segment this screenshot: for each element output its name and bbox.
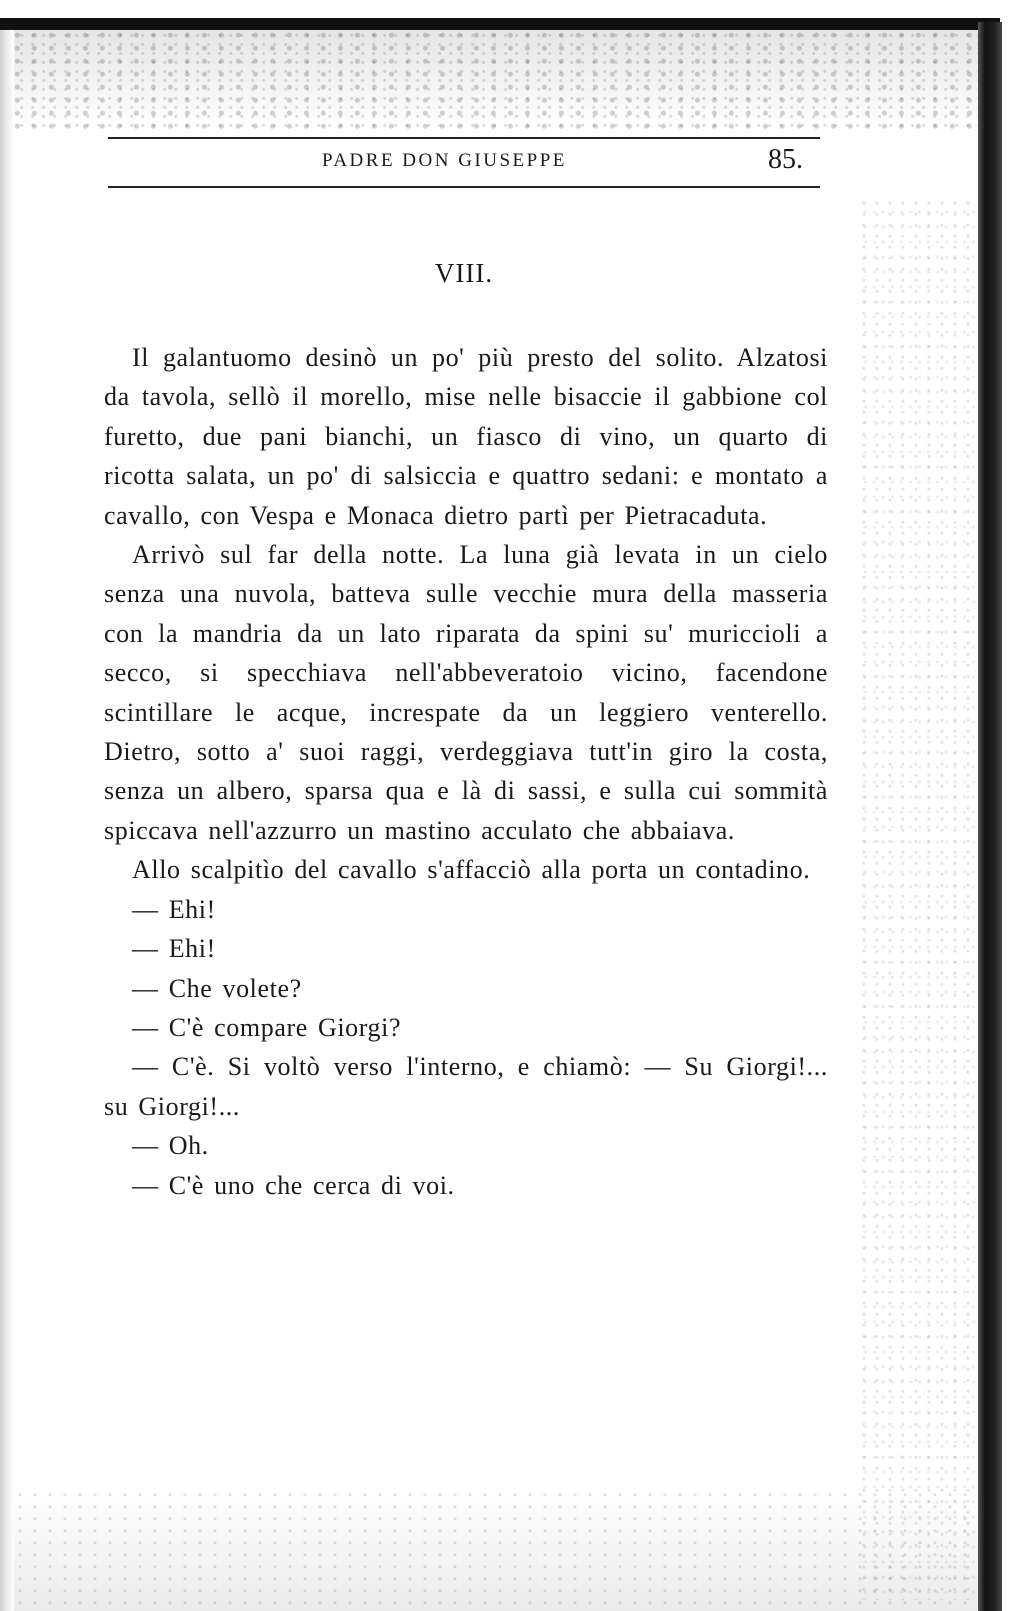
chapter-heading: VIII.	[434, 258, 494, 288]
dialogue-line: — C'è uno che cerca di voi.	[132, 1170, 455, 1200]
scan-noise-right	[860, 200, 978, 1600]
scan-border-top	[0, 18, 1000, 30]
scan-noise-top	[14, 30, 978, 130]
paragraph: Allo scalpitìo del cavallo s'affacciò alla porta un contadino.	[132, 855, 811, 885]
running-title: PADRE DON GIUSEPPE	[322, 150, 567, 171]
paragraph: Il galantuomo desinò un po' più presto del solito. Alzatosi da tavola, sellò il morello, mise nelle bisaccie il gabbione col furetto, due pani bianchi, un fiasco di vino, un quarto di ricotta salata, un po' di salsiccia e quattro sedani: e montato a cavallo, con Vespa e Monaca dietro partì per Pietracaduta.	[104, 343, 828, 530]
header-rule-bottom	[108, 186, 820, 188]
dialogue-line: — Ehi!	[132, 934, 216, 964]
dialogue-line: — C'è compare Giorgi?	[132, 1012, 402, 1042]
header-rule-top	[108, 137, 820, 139]
dialogue-line: — C'è. Si voltò verso l'interno, e chiamò: — Su Giorgi!... su Giorgi!...	[104, 1052, 828, 1121]
dialogue-line: — Oh.	[132, 1131, 209, 1161]
scan-noise-bottom	[14, 1490, 978, 1611]
page-number: 85.	[768, 144, 803, 175]
paragraph: Arrivò sul far della notte. La luna già levata in un cielo senza una nuvola, batteva sulle vecchie mura della masseria con la mandria da un lato riparata da spini su' muriccioli a secco, si specchiava nell'abbeveratoio vicino, facendone scintillare le acque, increspate da un leggiero venterello. Dietro, sotto a' suoi raggi, verdeggiava tutt'in giro la costa, senza un albero, sparsa qua e là di sassi, e sulla cui sommità spiccava nell'azzurro un mastino acculato che abbaiava.	[104, 540, 828, 845]
body-text	[104, 338, 828, 1205]
scan-border-right	[978, 22, 1002, 1611]
dialogue-line: — Ehi!	[132, 894, 216, 924]
dialogue-line: — Che volete?	[132, 973, 302, 1003]
